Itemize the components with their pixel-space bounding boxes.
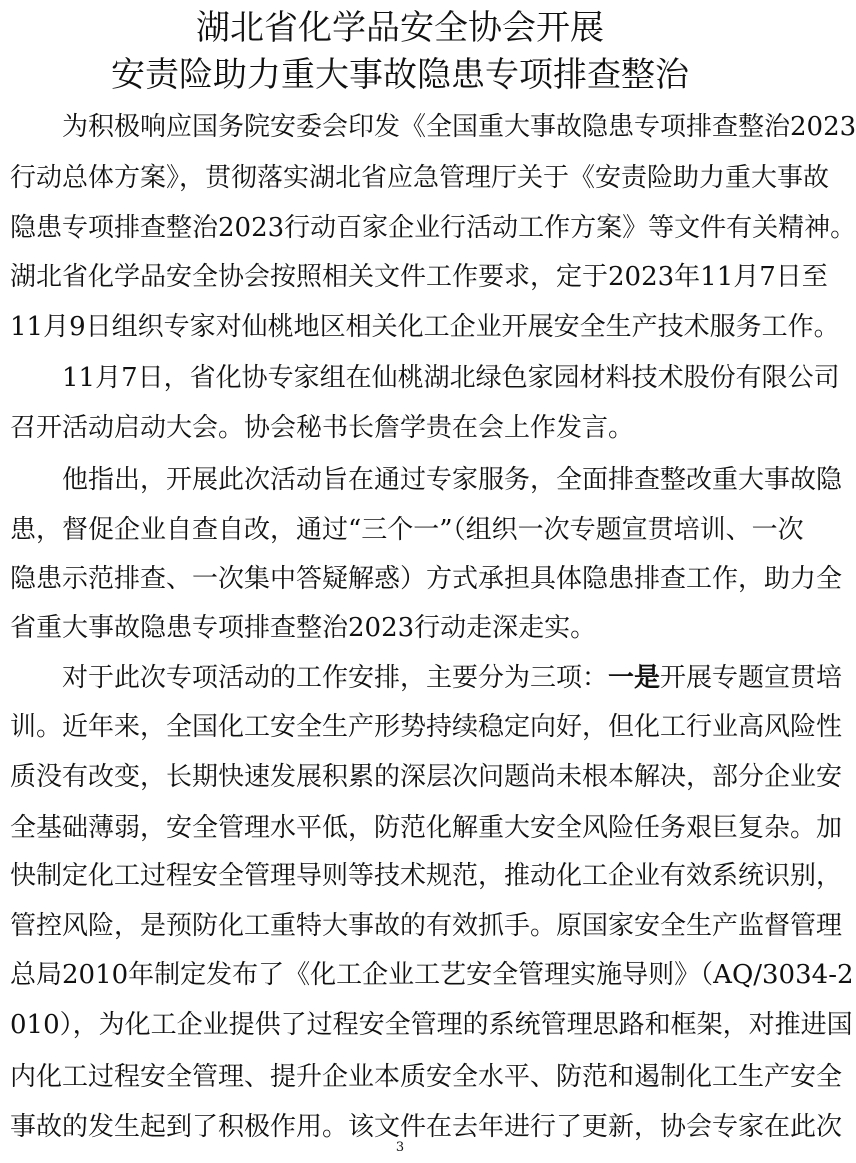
text-segment: 开展专题宣贯培	[660, 663, 843, 693]
text-line: 11月7日，省化协专家组在仙桃湖北绿色家园材料技术股份有限公司	[62, 363, 840, 393]
text-line: 隐患专项排查整治2023行动百家企业行活动工作方案》等文件有关精神。	[10, 213, 856, 243]
text-line: 11月9日组织专家对仙桃地区相关化工企业开展安全生产技术服务工作。	[10, 312, 840, 342]
text-line: 010），为化工企业提供了过程安全管理的系统管理思路和框架，对推进国	[10, 1010, 853, 1040]
text-line: 隐患示范排查、一次集中答疑解惑）方式承担具体隐患排查工作，助力全	[10, 564, 843, 594]
text-line: 湖北省化学品安全协会按照相关文件工作要求，定于2023年11月7日至	[10, 262, 828, 292]
text-line: 质没有改变，长期快速发展积累的深层次问题尚未根本解决，部分企业安	[10, 762, 843, 792]
emphasis-text: 一是	[608, 663, 661, 693]
text-line: 他指出，开展此次活动旨在通过专家服务，全面排查整改重大事故隐	[62, 465, 843, 495]
text-line: 总局2010年制定发布了《化工企业工艺安全管理实施导则》（AQ/3034-2	[10, 960, 854, 990]
page-number: 3	[395, 1140, 405, 1155]
title-line: 湖北省化学品安全协会开展	[196, 8, 604, 48]
text-line: 快制定化工过程安全管理导则等技术规范，推动化工企业有效系统识别，	[10, 861, 843, 891]
text-line: 内化工过程安全管理、提升企业本质安全水平、防范和遏制化工生产安全	[10, 1062, 843, 1092]
text-line: 全基础薄弱，安全管理水平低，防范化解重大安全风险任务艰巨复杂。加	[10, 813, 843, 843]
text-line: 行动总体方案》，贯彻落实湖北省应急管理厅关于《安责险助力重大事故	[10, 163, 830, 193]
text-line: 召开活动启动大会。协会秘书长詹学贵在会上作发言。	[10, 413, 635, 443]
text-line: 事故的发生起到了积极作用。该文件在去年进行了更新，协会专家在此次	[10, 1112, 843, 1142]
text-line: 管控风险，是预防化工重特大事故的有效抓手。原国家安全生产监督管理	[10, 911, 843, 941]
text-line: 训。近年来，全国化工安全生产形势持续稳定向好，但化工行业高风险性	[10, 712, 843, 742]
text-line	[62, 661, 843, 695]
text-segment: 对于此次专项活动的工作安排，主要分为三项：	[62, 663, 609, 693]
text-line: 省重大事故隐患专项排查整治2023行动走深走实。	[10, 613, 597, 643]
text-line: 患，督促企业自查自改，通过“三个一”（组织一次专题宣贯培训、一次	[10, 515, 804, 545]
text-line: 为积极响应国务院安委会印发《全国重大事故隐患专项排查整治2023	[62, 112, 856, 142]
title-line: 安责险助力重大事故隐患专项排查整治	[111, 55, 689, 95]
